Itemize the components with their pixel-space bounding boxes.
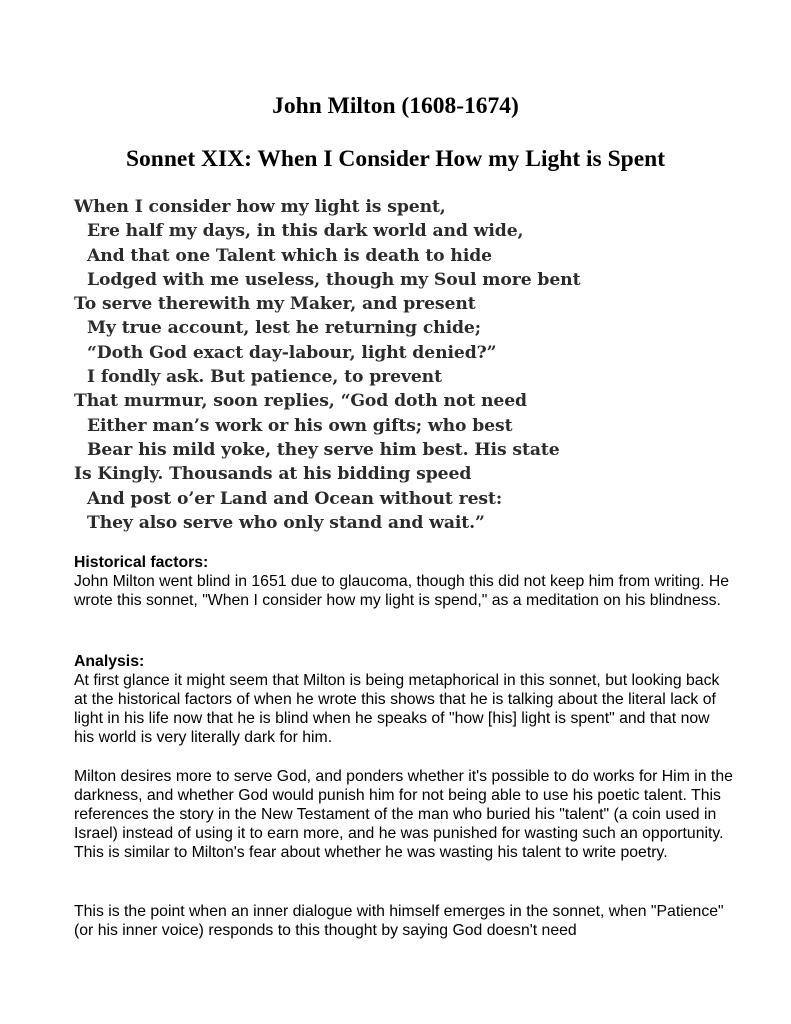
author-title: John Milton (1608-1674) [272,93,519,119]
poem-line: That murmur, soon replies, “God doth not need [74,391,527,412]
poem-line: And post o’er Land and Ocean without rest: [87,488,503,509]
poem-line: My true account, lest he returning chide; [87,318,482,339]
analysis-paragraph: Milton desires more to serve God, and ponders whether it's possible to do works for Him in the darkness, and whether God would punish him for not being able to use his poetic talent. This references the story in the New Testament of the man who buried his "talent" (a coin used in Israel) instead of using it to earn more, and he was punished for wasting such an opportunity. This is similar to Milton's fear about whether he was wasting his talent to write poetry. [74,768,733,861]
analysis-paragraph: This is the point when an inner dialogue with himself emerges in the sonnet, when "Patience" (or his inner voice) responds to this thought by saying God doesn't need [74,903,724,939]
analysis-heading: Analysis: [74,653,145,670]
poem-line: “Doth God exact day-labour, light denied?” [87,342,497,363]
historical-paragraph: John Milton went blind in 1651 due to glaucoma, though this did not keep him from writing. He wrote this sonnet, "When I consider how my light is spend," as a meditation on his blindness. [74,573,730,609]
analysis-paragraph-block [74,767,734,862]
poem-line: Lodged with me useless, though my Soul more bent [87,269,581,290]
poem-line: To serve therewith my Maker, and present [74,294,476,315]
poem-line: And that one Talent which is death to hide [87,245,493,266]
historical-heading: Historical factors: [74,554,209,571]
poem-line: I fondly ask. But patience, to prevent [87,367,442,388]
poem-line: When I consider how my light is spent, [74,197,446,217]
poem-line: They also serve who only stand and wait.” [87,512,485,533]
analysis-section [74,652,734,747]
poem-title: Sonnet XIX: When I Consider How my Light is Spent [125,146,666,172]
poem-line: Ere half my days, in this dark world and wide, [87,221,524,242]
historical-section [74,553,734,610]
poem-body [74,195,734,535]
poem-line: Is Kingly. Thousands at his bidding speed [74,464,472,485]
poem-line: Either man’s work or his own gifts; who best [87,415,513,436]
analysis-paragraph: At first glance it might seem that Milton is being metaphorical in this sonnet, but looking back at the historical factors of when he wrote this shows that he is talking about the literal lack of light in his life now that he is blind when he speaks of "how [his] light is spent" and that now his world is very literally dark for him. [74,672,720,746]
analysis-paragraph-block [74,902,734,940]
poem-line: Bear his mild yoke, they serve him best. His state [87,439,560,460]
